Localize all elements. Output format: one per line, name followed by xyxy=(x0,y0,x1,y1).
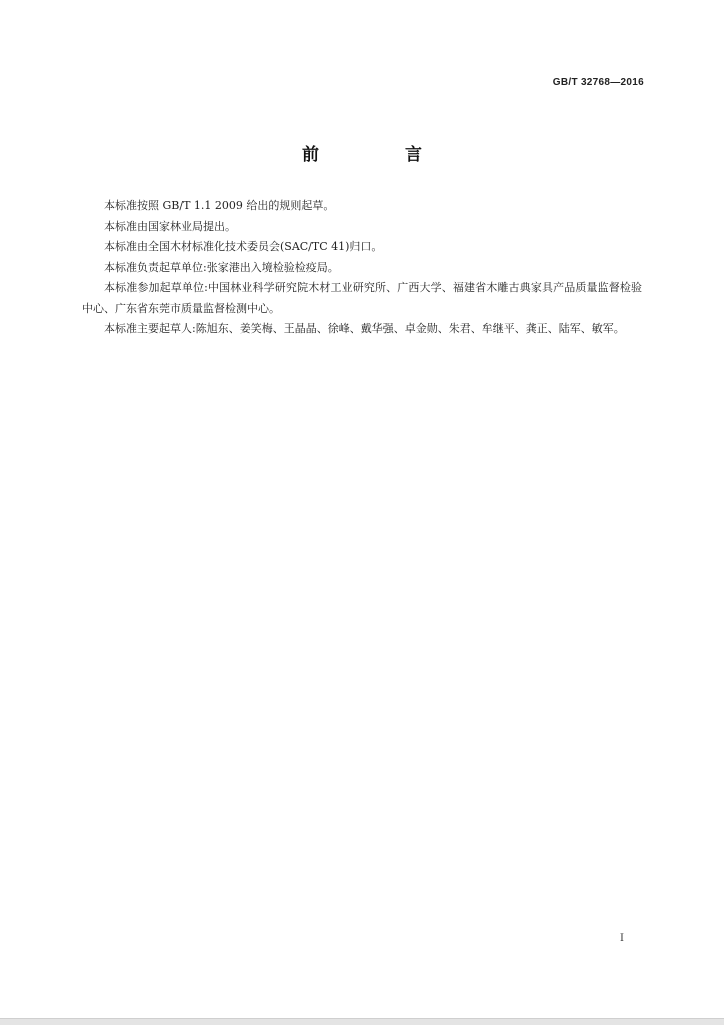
paragraph-lead-unit: 本标准负责起草单位:张家港出入境检验检疫局。 xyxy=(104,260,339,274)
paragraph-main-drafters: 本标准主要起草人:陈旭东、姜笑梅、王晶晶、徐峰、戴华强、卓金勋、朱君、牟继平、龚正、陆军、敏军。 xyxy=(104,322,625,335)
foreword-body xyxy=(82,196,642,340)
page-title: 前 言 xyxy=(302,145,462,165)
page-number: I xyxy=(620,933,624,944)
paragraph-committee: 本标准由全国木材标准化技术委员会(SAC/TC 41)归口。 xyxy=(104,240,383,253)
paragraph-proposer: 本标准由国家林业局提出。 xyxy=(104,219,236,233)
paragraph-participating-units: 本标准参加起草单位:中国林业科学研究院木材工业研究所、广西大学、福建省木雕古典家具产品质量监督检验中心、广东省东莞市质量监督检测中心。 xyxy=(82,281,642,315)
standard-code: GB/T 32768—2016 xyxy=(552,77,644,88)
paragraph-drafting-rules: 本标准按照 GB/T 1.1 2009 给出的规则起草。 xyxy=(104,199,335,212)
